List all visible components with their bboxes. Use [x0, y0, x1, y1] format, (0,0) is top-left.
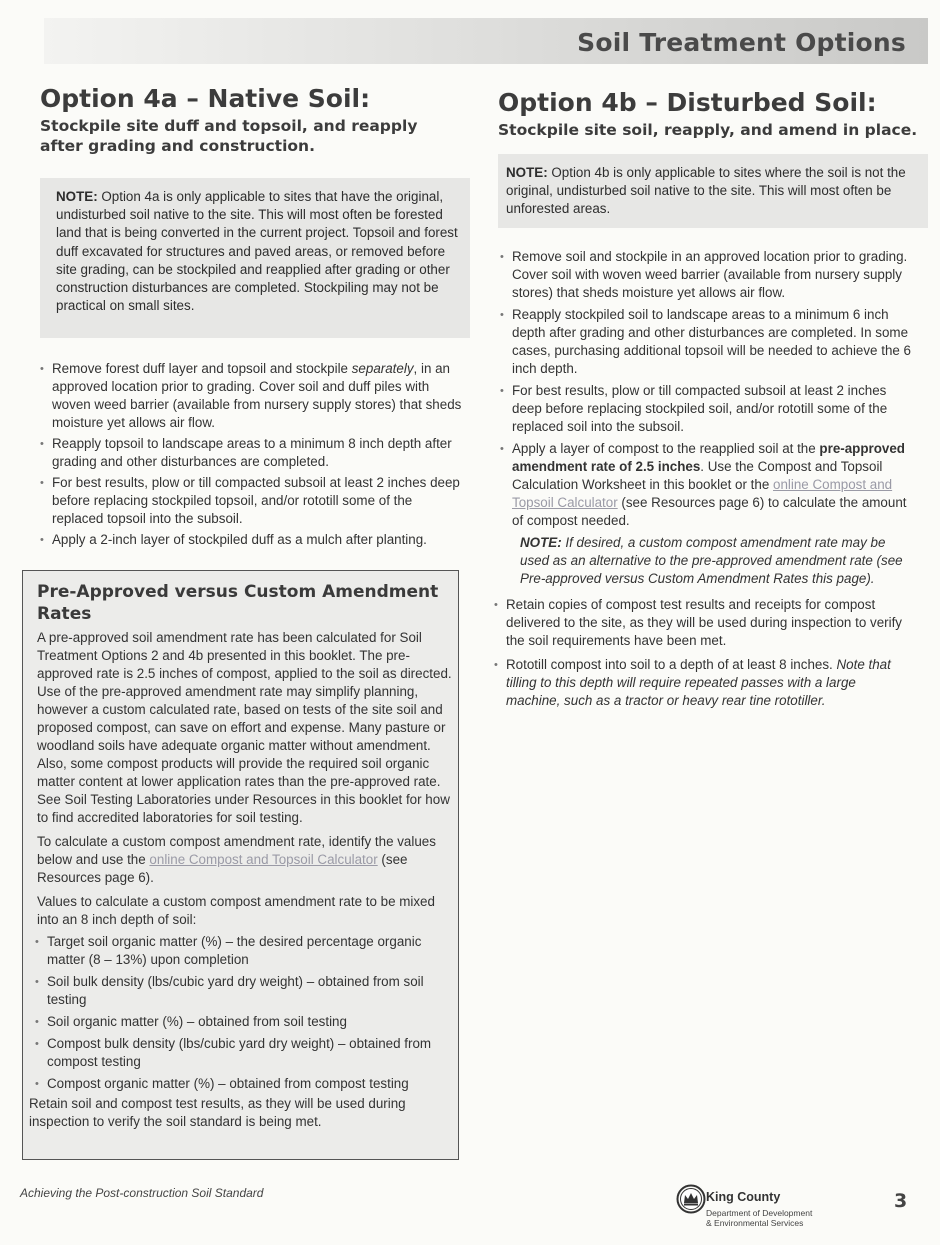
- note-label: NOTE:: [506, 165, 548, 180]
- page-section-title: Soil Treatment Options: [577, 28, 906, 57]
- option-4b-note-2: NOTE: If desired, a custom compost amendment rate may be used as an alternative to the pre-approved amendment rate (see Pre-approved versus Custom Amendment Rates this page).: [520, 535, 903, 586]
- option-4a-column: [32, 84, 464, 549]
- list-item: • Reapply stockpiled soil to landscape areas to a minimum 6 inch depth after grading and other disturbances are completed. In some cases, purchasing additional topsoil will be needed to achieve the 6 inch depth.: [492, 306, 912, 378]
- amendment-rates-box: [22, 570, 459, 1160]
- list-item: • Target soil organic matter (%) – the desired percentage organic matter (8 – 13%) upon completion: [27, 933, 452, 969]
- footer-publication-title: Achieving the Post-construction Soil Standard: [20, 1186, 264, 1200]
- note-text: Option 4a is only applicable to sites that have the original, undisturbed soil native to the site. This will most often be forested land that is being converted in the current project. Topsoil and forest duff excavated for structures and paved areas, or removed before site grading, can be stockpiled and reapplied after grading or other construction disturbances are completed. Stockpiling may not be practical on small sites.: [56, 189, 458, 314]
- list-item: • Retain copies of compost test results and receipts for compost delivered to the site, as they will be used during inspection to verify the soil requirements have been met.: [486, 596, 906, 650]
- amendment-para-1: A pre-approved soil amendment rate has been calculated for Soil Treatment Options 2 and 4b presented in this booklet. The pre-approved rate is 2.5 inches of compost, applied to the soil as directed. Use of the pre-approved amendment rate may simplify planning, however a custom calculated rate, based on tests of the site soil and proposed compost, can save on effort and expense. Many pasture or woodland soils have adequate organic matter without amendment. Also, some compost products will provide the required soil organic matter content at lower application rates than the pre-approved rate. See Soil Testing Laboratories under Resources in this booklet for how to find accredited laboratories for soil testing.: [37, 630, 452, 825]
- option-4a-note: [40, 178, 470, 338]
- page-number: 3: [894, 1190, 908, 1212]
- list-item: • Remove soil and stockpile in an approved location prior to grading. Cover soil with woven weed barrier (available from nursery supply stores) that sheds moisture yet allows air flow.: [492, 248, 912, 302]
- option-4b-subtitle: Stockpile site soil, reapply, and amend in place.: [498, 121, 918, 139]
- option-4b-bullets-2: [486, 596, 906, 710]
- amendment-value-bullets: [27, 933, 452, 1093]
- option-4b-title: Option 4b – Disturbed Soil:: [498, 88, 877, 117]
- king-county-logo-icon: [676, 1184, 706, 1214]
- list-item: • Reapply topsoil to landscape areas to a minimum 8 inch depth after grading and other disturbances are completed.: [32, 435, 462, 471]
- list-item: • Apply a layer of compost to the reapplied soil at the pre-approved amendment rate of 2.5 inches. Use the Compost and Topsoil Calculation Worksheet in this booklet or the online Compost and Topsoil Calculator (see Resources page 6) to calculate the amount of compost needed.: [492, 440, 912, 530]
- list-item: • Soil bulk density (lbs/cubic yard dry weight) – obtained from soil testing: [27, 973, 452, 1009]
- note-label: NOTE:: [56, 189, 98, 204]
- header-band: [44, 18, 928, 64]
- list-item: • Soil organic matter (%) – obtained from soil testing: [27, 1013, 452, 1031]
- option-4b-column: [498, 88, 918, 710]
- list-item: • For best results, plow or till compacted subsoil at least 2 inches deep before replacing stockpiled topsoil, and/or rototill some of the replaced topsoil into the subsoil.: [32, 474, 462, 528]
- note-text: Option 4b is only applicable to sites where the soil is not the original, undisturbed soil native to the site. This will most often be unforested areas.: [506, 165, 906, 217]
- list-item: • Apply a 2-inch layer of stockpiled duff as a mulch after planting.: [32, 531, 462, 549]
- amendment-para-3: Values to calculate a custom compost amendment rate to be mixed into an 8 inch depth of soil:: [37, 894, 435, 927]
- compost-calculator-link[interactable]: online Compost and Topsoil Calculator: [149, 852, 378, 867]
- org-name: King County: [706, 1190, 781, 1204]
- org-department: Department of Development & Environmental Services: [706, 1208, 813, 1228]
- list-item: • Compost organic matter (%) – obtained from compost testing: [27, 1075, 452, 1093]
- amendment-box-title: Pre-Approved versus Custom Amendment Rates: [37, 582, 439, 624]
- option-4a-title: Option 4a – Native Soil:: [40, 84, 371, 113]
- amendment-para-4: Retain soil and compost test results, as they will be used during inspection to verify the soil standard is being met.: [29, 1096, 406, 1129]
- list-item: • For best results, plow or till compacted subsoil at least 2 inches deep before replacing stockpiled soil, and/or rototill some of the replaced soil into the subsoil.: [492, 382, 912, 436]
- list-item: • Rototill compost into soil to a depth of at least 8 inches. Note that tilling to this depth will require repeated passes with a large machine, such as a tractor or heavy rear tine rototiller.: [486, 656, 906, 710]
- option-4a-subtitle: Stockpile site duff and topsoil, and reapply after grading and construction.: [40, 117, 418, 155]
- list-item: • Remove forest duff layer and topsoil and stockpile separately, in an approved location prior to grading. Cover soil and duff piles with woven weed barrier (available from nursery supply stores) that sheds moisture yet allows air flow.: [32, 360, 462, 432]
- option-4b-bullets: [492, 248, 912, 530]
- list-item: • Compost bulk density (lbs/cubic yard dry weight) – obtained from compost testing: [27, 1035, 452, 1071]
- option-4a-bullets: [32, 360, 462, 549]
- option-4b-note: [498, 154, 928, 228]
- compost-calculator-link[interactable]: online Compost and Topsoil Calculator: [512, 477, 893, 510]
- pre-approved-rate: pre-approved amendment rate of 2.5 inches: [512, 441, 905, 474]
- amendment-para-2: To calculate a custom compost amendment rate, identify the values below and use the online Compost and Topsoil Calculator (see Resources page 6).: [37, 834, 436, 885]
